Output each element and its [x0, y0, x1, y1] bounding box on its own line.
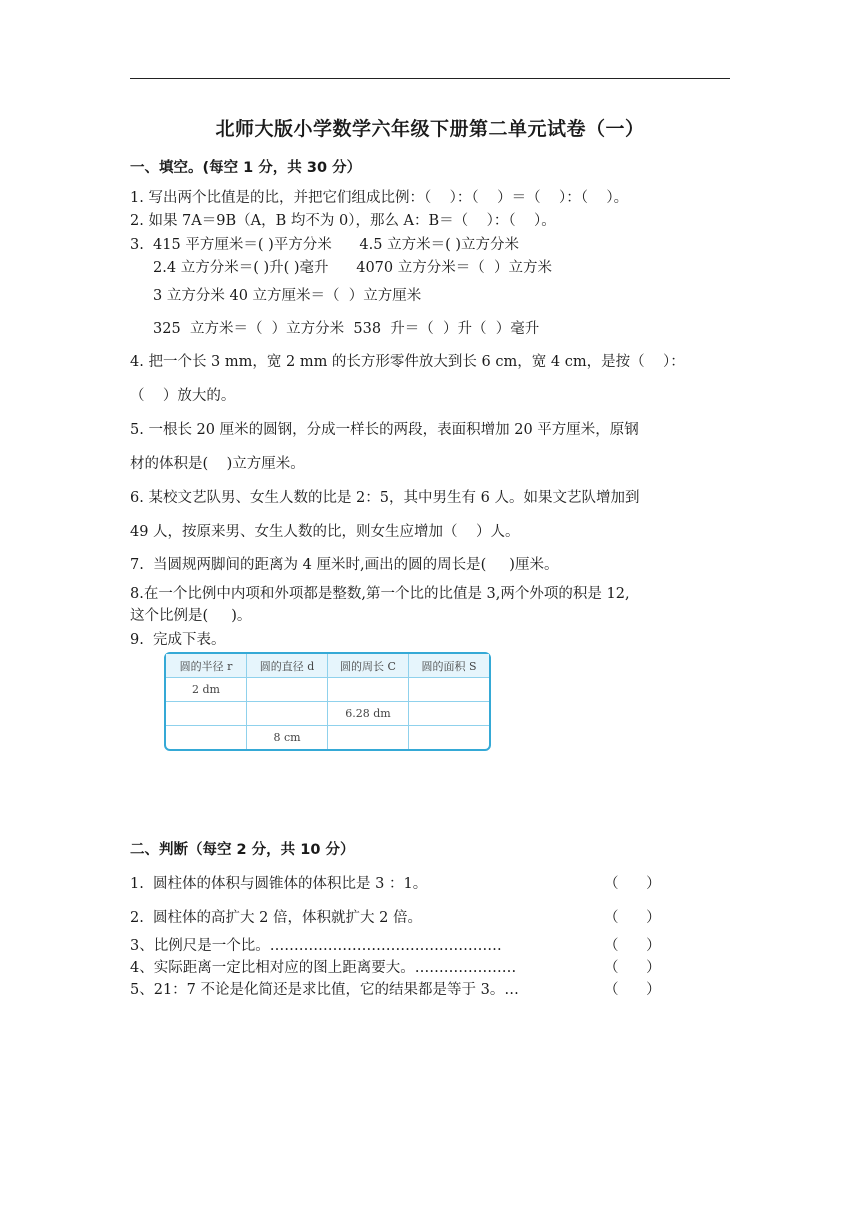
question-3-line-3: 3 立方分米 40 立方厘米＝（ ）立方厘米 [130, 288, 422, 304]
table-row [166, 678, 489, 702]
judge-item-3: 3、比例尺是一个比。………………………………………… [130, 938, 502, 954]
table-cell [409, 702, 489, 726]
question-9: 9. 完成下表。 [130, 632, 226, 648]
table-cell [166, 702, 247, 726]
top-rule [130, 78, 730, 79]
table-cell: 2 dm [166, 678, 247, 702]
table-header-cell: 圆的直径 d [247, 654, 328, 678]
answer-blank-5: （ ） [604, 982, 661, 998]
question-6-line-2: 49 人，按原来男、女生人数的比，则女生应增加（ ）人。 [130, 524, 520, 540]
table-cell [328, 726, 409, 749]
question-7: 7. 当圆规两脚间的距离为 4 厘米时,画出的圆的周长是( )厘米。 [130, 557, 559, 573]
table-row [166, 726, 489, 749]
section2-heading: 二、判断（每空 2 分，共 10 分） [130, 842, 355, 858]
question-1: 1. 写出两个比值是的比，并把它们组成比例：（ ）：（ ）＝（ ）：（ ）。 [130, 190, 629, 206]
table-header-cell: 圆的面积 S [409, 654, 489, 678]
table-cell [247, 678, 328, 702]
judge-item-2: 2. 圆柱体的高扩大 2 倍，体积就扩大 2 倍。 [130, 910, 422, 926]
judge-item-5: 5、21：7 不论是化简还是求比值，它的结果都是等于 3。… [130, 982, 519, 998]
table-header-cell: 圆的周长 C [328, 654, 409, 678]
question-3-line-1: 3. 415 平方厘米＝( )平方分米 4.5 立方米＝( )立方分米 [130, 237, 520, 253]
table-cell [409, 678, 489, 702]
question-3-line-4: 325 立方米＝（ ）立方分米 538 升＝（ ）升（ ）毫升 [130, 321, 540, 337]
answer-blank-2: （ ） [604, 910, 661, 926]
table-header-row [166, 654, 489, 678]
page-title: 北师大版小学数学六年级下册第二单元试卷（一） [215, 118, 645, 140]
question-8-line-1: 8.在一个比例中内项和外项都是整数,第一个比的比值是 3,两个外项的积是 12, [130, 586, 630, 602]
question-3-line-2: 2.4 立方分米＝( )升( )毫升 4070 立方分米＝（ ）立方米 [130, 260, 552, 276]
question-6-line-1: 6. 某校文艺队男、女生人数的比是 2：5，其中男生有 6 人。如果文艺队增加到 [130, 490, 640, 506]
answer-blank-3: （ ） [604, 938, 661, 954]
answer-blank-4: （ ） [604, 960, 661, 976]
table-cell [409, 726, 489, 749]
table-cell [328, 678, 409, 702]
judge-item-4: 4、实际距离一定比相对应的图上距离要大。………………… [130, 960, 517, 976]
answer-blank-1: （ ） [604, 876, 661, 892]
judge-item-1: 1. 圆柱体的体积与圆锥体的体积比是 3 ：1。 [130, 876, 428, 892]
table-cell: 8 cm [247, 726, 328, 749]
table-header-cell: 圆的半径 r [166, 654, 247, 678]
question-4-line-1: 4. 把一个长 3 mm，宽 2 mm 的长方形零件放大到长 6 cm，宽 4 cm，是按（ ）： [130, 354, 685, 370]
question-5-line-1: 5. 一根长 20 厘米的圆钢，分成一样长的两段，表面积增加 20 平方厘米，原钢 [130, 422, 639, 438]
circle-table [164, 652, 491, 751]
question-4-line-2: （ ）放大的。 [130, 388, 236, 404]
table-cell [166, 726, 247, 749]
table-cell: 6.28 dm [328, 702, 409, 726]
section1-heading: 一、填空。(每空 1 分，共 30 分） [130, 160, 362, 176]
table-row [166, 702, 489, 726]
question-2: 2. 如果 7A＝9B（A，B 均不为 0），那么 A：B＝（ ）：（ ）。 [130, 213, 556, 229]
question-5-line-2: 材的体积是( )立方厘米。 [130, 456, 305, 472]
table-cell [247, 702, 328, 726]
question-8-line-2: 这个比例是( )。 [130, 608, 252, 624]
